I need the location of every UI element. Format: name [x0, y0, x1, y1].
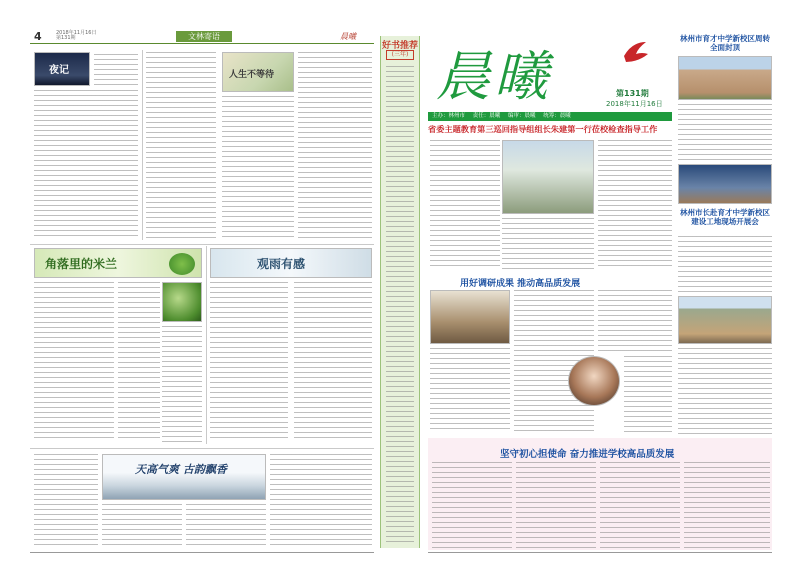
leaf-icon [169, 253, 195, 275]
sub-text-c [598, 290, 672, 352]
banner-title: 坚守初心担使命 奋力推进学校高品质发展 [500, 449, 675, 460]
article3-text [34, 282, 114, 442]
column2-text [146, 52, 216, 238]
article3-text-b [118, 282, 160, 442]
article3-text-c [162, 326, 202, 442]
sub-text-d [624, 356, 672, 432]
article3-title: 角落里的米兰 [45, 257, 118, 271]
horizontal-rule [30, 244, 374, 245]
left-footer [30, 552, 374, 560]
article2-text [222, 96, 294, 238]
gutter-subtitle: (三年) [386, 50, 414, 60]
section-tag: 文林寄语 [176, 31, 232, 42]
article1-text-top [94, 54, 138, 86]
gutter-text [386, 66, 414, 544]
bird-logo-icon [620, 38, 650, 66]
subheadline: 用好调研成果 推动高品质发展 [460, 279, 581, 289]
banner-text-c [600, 462, 680, 548]
banner-text-b [516, 462, 596, 548]
sub-text-a [430, 348, 510, 432]
column-rule [142, 50, 143, 240]
night-sky-image [34, 52, 90, 86]
construction-site-photo [678, 296, 772, 344]
campus-building-photo [678, 56, 772, 100]
brand-small: 晨曦 [340, 32, 356, 41]
milan-banner [34, 248, 202, 278]
side-title-1: 林州市育才中学新校区周转全面封顶 [680, 34, 770, 52]
article5-text-d [270, 454, 372, 548]
article4-title: 观雨有感 [257, 257, 306, 271]
article2-title: 人生不等待 [229, 70, 275, 80]
issue-date: 2018年11月16日 [606, 100, 663, 108]
banner-text-a [432, 462, 512, 548]
page-meta: 2018年11月16日 第131期 [56, 30, 97, 41]
headline: 省委主题教育第三巡回指导组组长朱建第一行莅校检查指导工作 [428, 124, 658, 134]
page-number: 4 [34, 30, 42, 43]
column-rule-2 [206, 246, 207, 444]
article5-text-a [34, 454, 98, 548]
night-campus-photo [678, 164, 772, 204]
life-image [222, 52, 294, 92]
gutter-title: 好书推荐 [381, 41, 418, 51]
rain-banner [210, 248, 372, 278]
headline-text-b [502, 218, 594, 270]
side-text-1 [678, 104, 772, 162]
right-footer [428, 552, 772, 560]
article5-text-b [102, 504, 182, 548]
banner-text-d [684, 462, 770, 548]
milan-flower-image [162, 282, 202, 322]
landscape-banner [102, 454, 266, 500]
inspection-photo [502, 140, 594, 214]
side-title-2: 林州市长赴育才中学新校区建设工地现场开展会 [680, 208, 770, 226]
info-bar: 主办：林州市 责任：晨曦 编审：晨曦 统筹：晨曦 [428, 112, 672, 121]
article5-text-c [186, 504, 266, 548]
article1-text [34, 90, 138, 238]
meeting-photo [430, 290, 510, 344]
headline-text-c [598, 140, 672, 270]
issue-number: 第131期 [616, 89, 649, 98]
article1-title: 夜记 [49, 65, 69, 76]
article4-text-b [294, 282, 372, 442]
portrait-photo [568, 356, 620, 406]
article5-title: 天高气爽 古韵飘香 [135, 463, 227, 476]
horizontal-rule-2 [30, 448, 374, 449]
masthead-logo: 晨曦 [436, 45, 552, 108]
side-text-3 [678, 348, 772, 434]
article4-text [210, 282, 288, 442]
side-text-2 [678, 236, 772, 294]
column4-text [298, 52, 372, 238]
headline-text-a [430, 140, 500, 270]
